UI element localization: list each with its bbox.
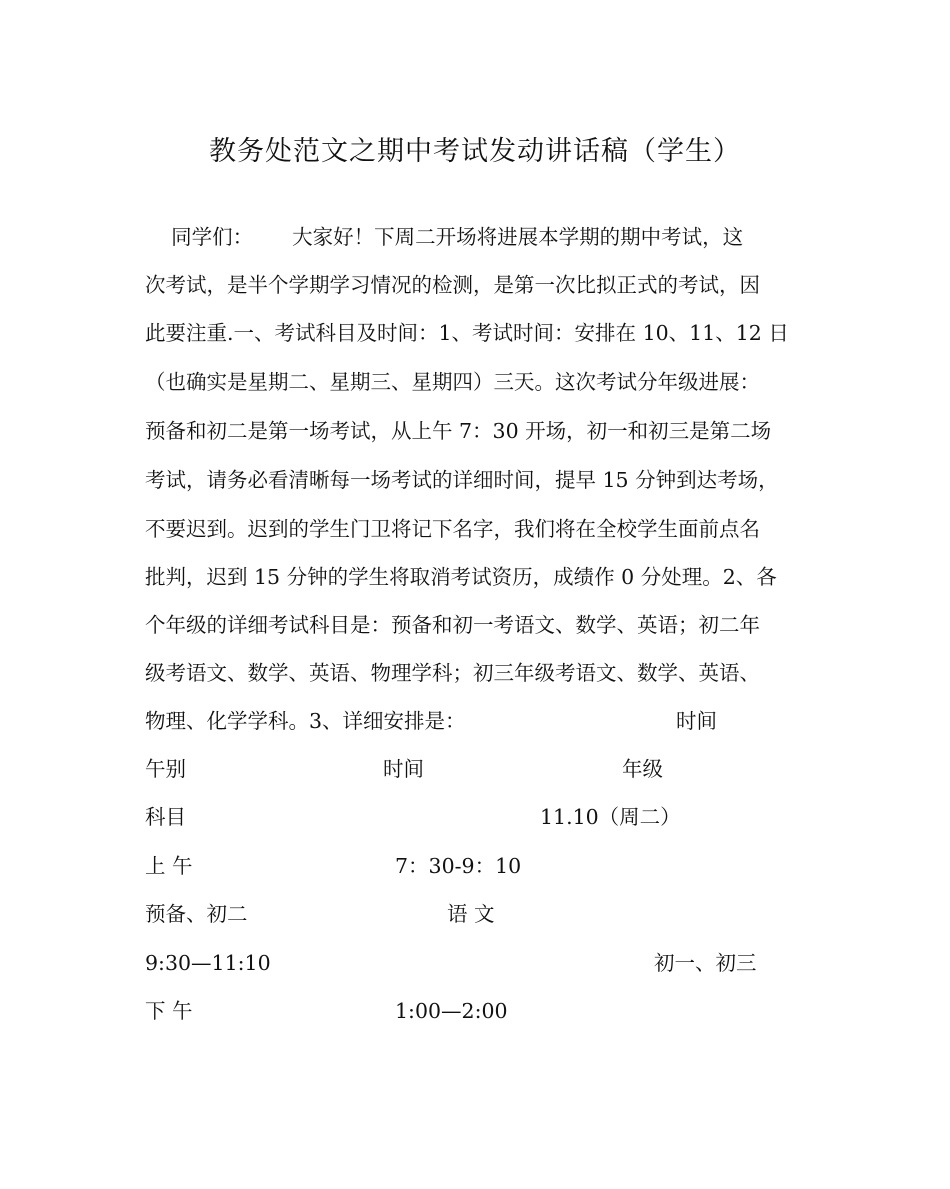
paragraph-line: 次考试，是半个学期学习情况的检测，是第一次比拟正式的考试，因 <box>145 273 760 297</box>
paragraph-line: 物理、化学学科。3、详细安排是： <box>145 709 466 733</box>
paragraph-line: 个年级的详细考试科目是：预备和初一考语文、数学、英语；初二年 <box>145 613 760 637</box>
schedule-pm-slot1: 1:00—2:00 <box>395 999 508 1023</box>
schedule-pm-label: 下 午 <box>145 999 193 1023</box>
schedule-grades-1: 预备、初二 <box>145 902 248 926</box>
paragraph-line: 同学们： 大家好！下周二开场将进展本学期的期中考试，这 <box>145 225 744 249</box>
schedule-label-time: 时间 <box>383 757 424 781</box>
schedule-date: 11.10（周二） <box>540 805 681 829</box>
schedule-label-grade: 年级 <box>622 757 663 781</box>
paragraph-line: 预备和初二是第一场考试，从上午 7：30 开场，初一和初三是第二场 <box>145 419 772 443</box>
schedule-label-wubie: 午别 <box>145 757 186 781</box>
schedule-label-subject: 科目 <box>145 805 186 829</box>
schedule-am-slot1: 7：30-9：10 <box>395 854 522 878</box>
schedule-am-slot2: 9:30—11:10 <box>145 951 271 975</box>
schedule-header-time: 时间 <box>676 709 717 733</box>
paragraph-line: 级考语文、数学、英语、物理学科；初三年级考语文、数学、英语、 <box>145 661 760 685</box>
paragraph-line: 批判，迟到 15 分钟的学生将取消考试资历，成绩作 0 分处理。2、各 <box>145 565 777 589</box>
paragraph-line: 不要迟到。迟到的学生门卫将记下名字，我们将在全校学生面前点名 <box>145 517 760 541</box>
schedule-grades-2: 初一、初三 <box>654 951 757 975</box>
schedule-subject-1: 语 文 <box>447 902 495 926</box>
document-title: 教务处范文之期中考试发动讲话稿（学生） <box>209 136 741 167</box>
schedule-am-label: 上 午 <box>145 854 193 878</box>
paragraph-line: 此要注重.一、考试科目及时间：1、考试时间：安排在 10、11、12 日 <box>145 321 789 345</box>
paragraph-line: 考试，请务必看清晰每一场考试的详细时间，提早 15 分钟到达考场， <box>145 468 779 492</box>
paragraph-line: （也确实是星期二、星期三、星期四）三天。这次考试分年级进展： <box>145 370 760 394</box>
